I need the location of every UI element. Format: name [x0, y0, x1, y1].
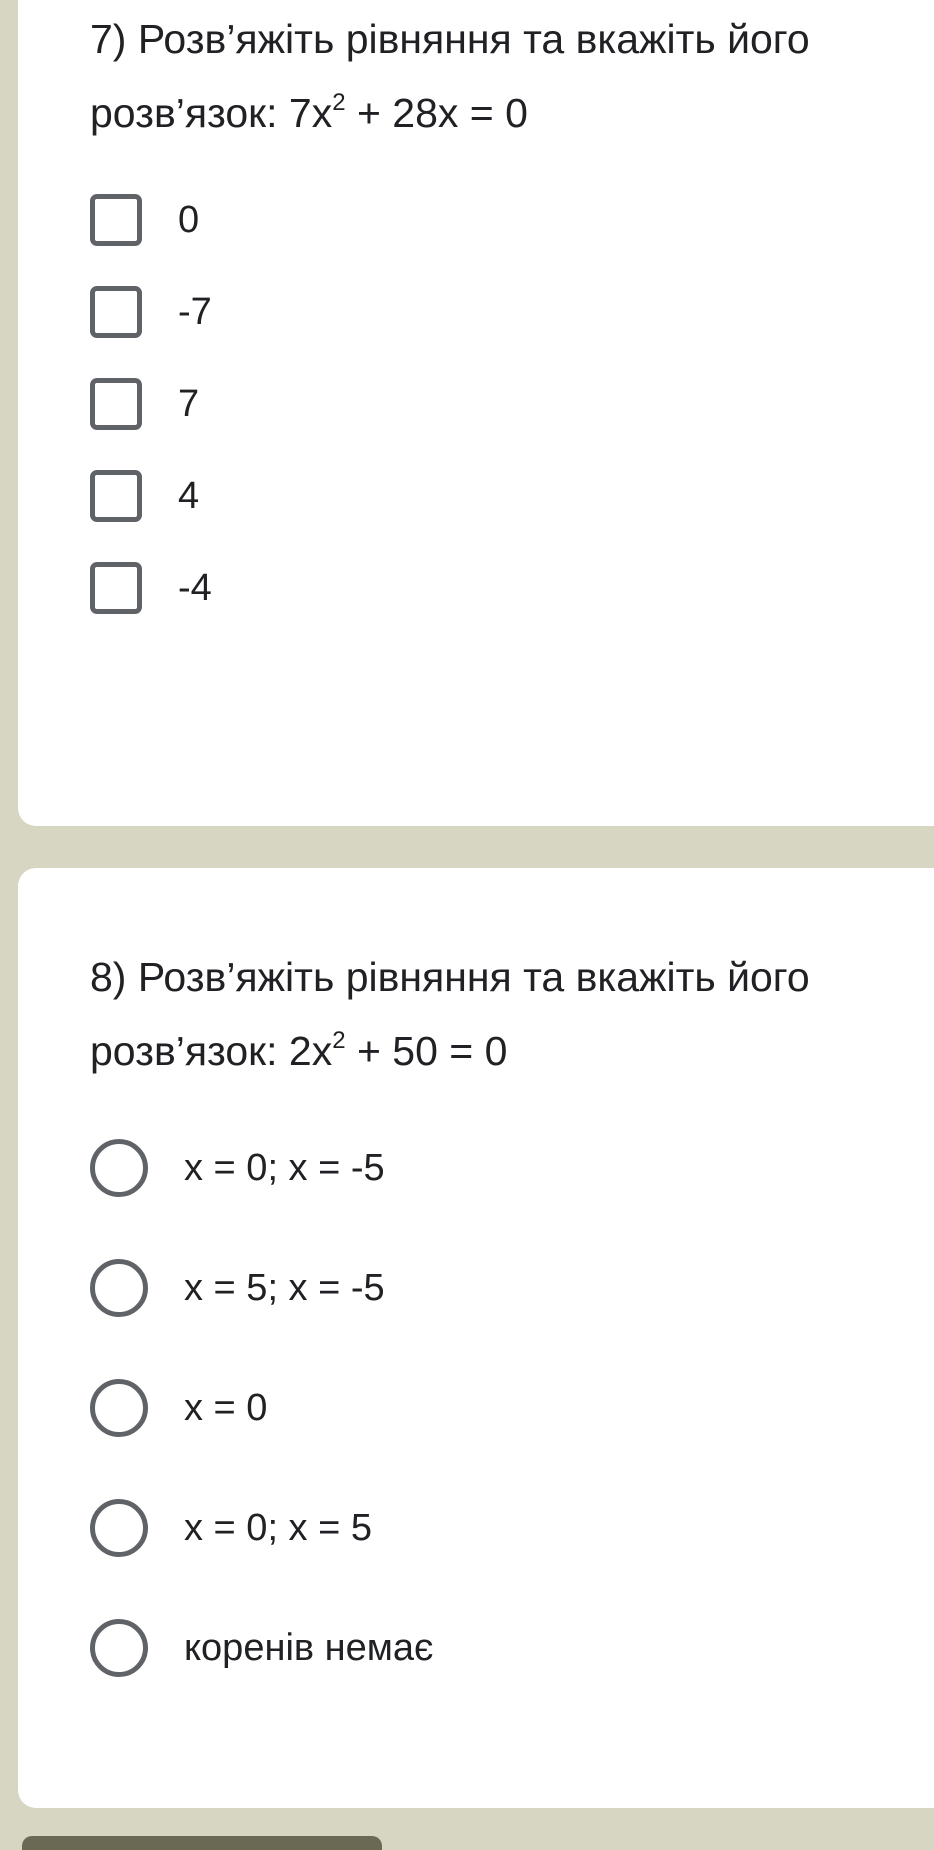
- radio-option[interactable]: [90, 1136, 890, 1200]
- radio-button[interactable]: [90, 1379, 148, 1437]
- question-title-suffix: + 50 = 0: [345, 1028, 508, 1074]
- option-label: -4: [178, 567, 212, 609]
- option-label: 0: [178, 199, 200, 241]
- question-title: [90, 940, 890, 1095]
- checkbox[interactable]: [90, 562, 142, 614]
- option-label: -7: [178, 291, 212, 333]
- option-label: x = 5; x = -5: [184, 1267, 385, 1309]
- exponent: 2: [332, 1027, 346, 1054]
- checkbox-option[interactable]: [90, 280, 890, 344]
- radio-button[interactable]: [90, 1499, 148, 1557]
- option-label: 7: [178, 383, 200, 425]
- question-card-8: [18, 868, 934, 1808]
- checkbox[interactable]: [90, 286, 142, 338]
- question-title-text: 8) Розв’яжіть рівняння та вкажіть його розв’язок: 2x: [90, 954, 810, 1074]
- question-title-suffix: + 28x = 0: [345, 90, 528, 136]
- question-title-text: 7) Розв’яжіть рівняння та вкажіть його розв’язок: 7x: [90, 16, 810, 136]
- option-label: коренів немає: [184, 1627, 434, 1669]
- option-label: 4: [178, 475, 200, 517]
- exponent: 2: [332, 89, 346, 116]
- radio-option[interactable]: [90, 1256, 890, 1320]
- question-title: [90, 2, 890, 157]
- checkbox[interactable]: [90, 470, 142, 522]
- checkbox[interactable]: [90, 378, 142, 430]
- radio-option[interactable]: [90, 1376, 890, 1440]
- radio-option[interactable]: [90, 1496, 890, 1560]
- radio-button[interactable]: [90, 1139, 148, 1197]
- question-card-7: [18, 0, 934, 826]
- checkbox-option[interactable]: [90, 556, 890, 620]
- next-section-edge: [22, 1836, 382, 1850]
- option-label: x = 0; x = -5: [184, 1147, 385, 1189]
- radio-button[interactable]: [90, 1619, 148, 1677]
- checkbox[interactable]: [90, 194, 142, 246]
- option-label: x = 0: [184, 1387, 268, 1429]
- radio-option[interactable]: [90, 1616, 890, 1680]
- option-label: x = 0; x = 5: [184, 1507, 372, 1549]
- checkbox-option[interactable]: [90, 464, 890, 528]
- checkbox-option[interactable]: [90, 372, 890, 436]
- radio-button[interactable]: [90, 1259, 148, 1317]
- checkbox-option[interactable]: [90, 188, 890, 252]
